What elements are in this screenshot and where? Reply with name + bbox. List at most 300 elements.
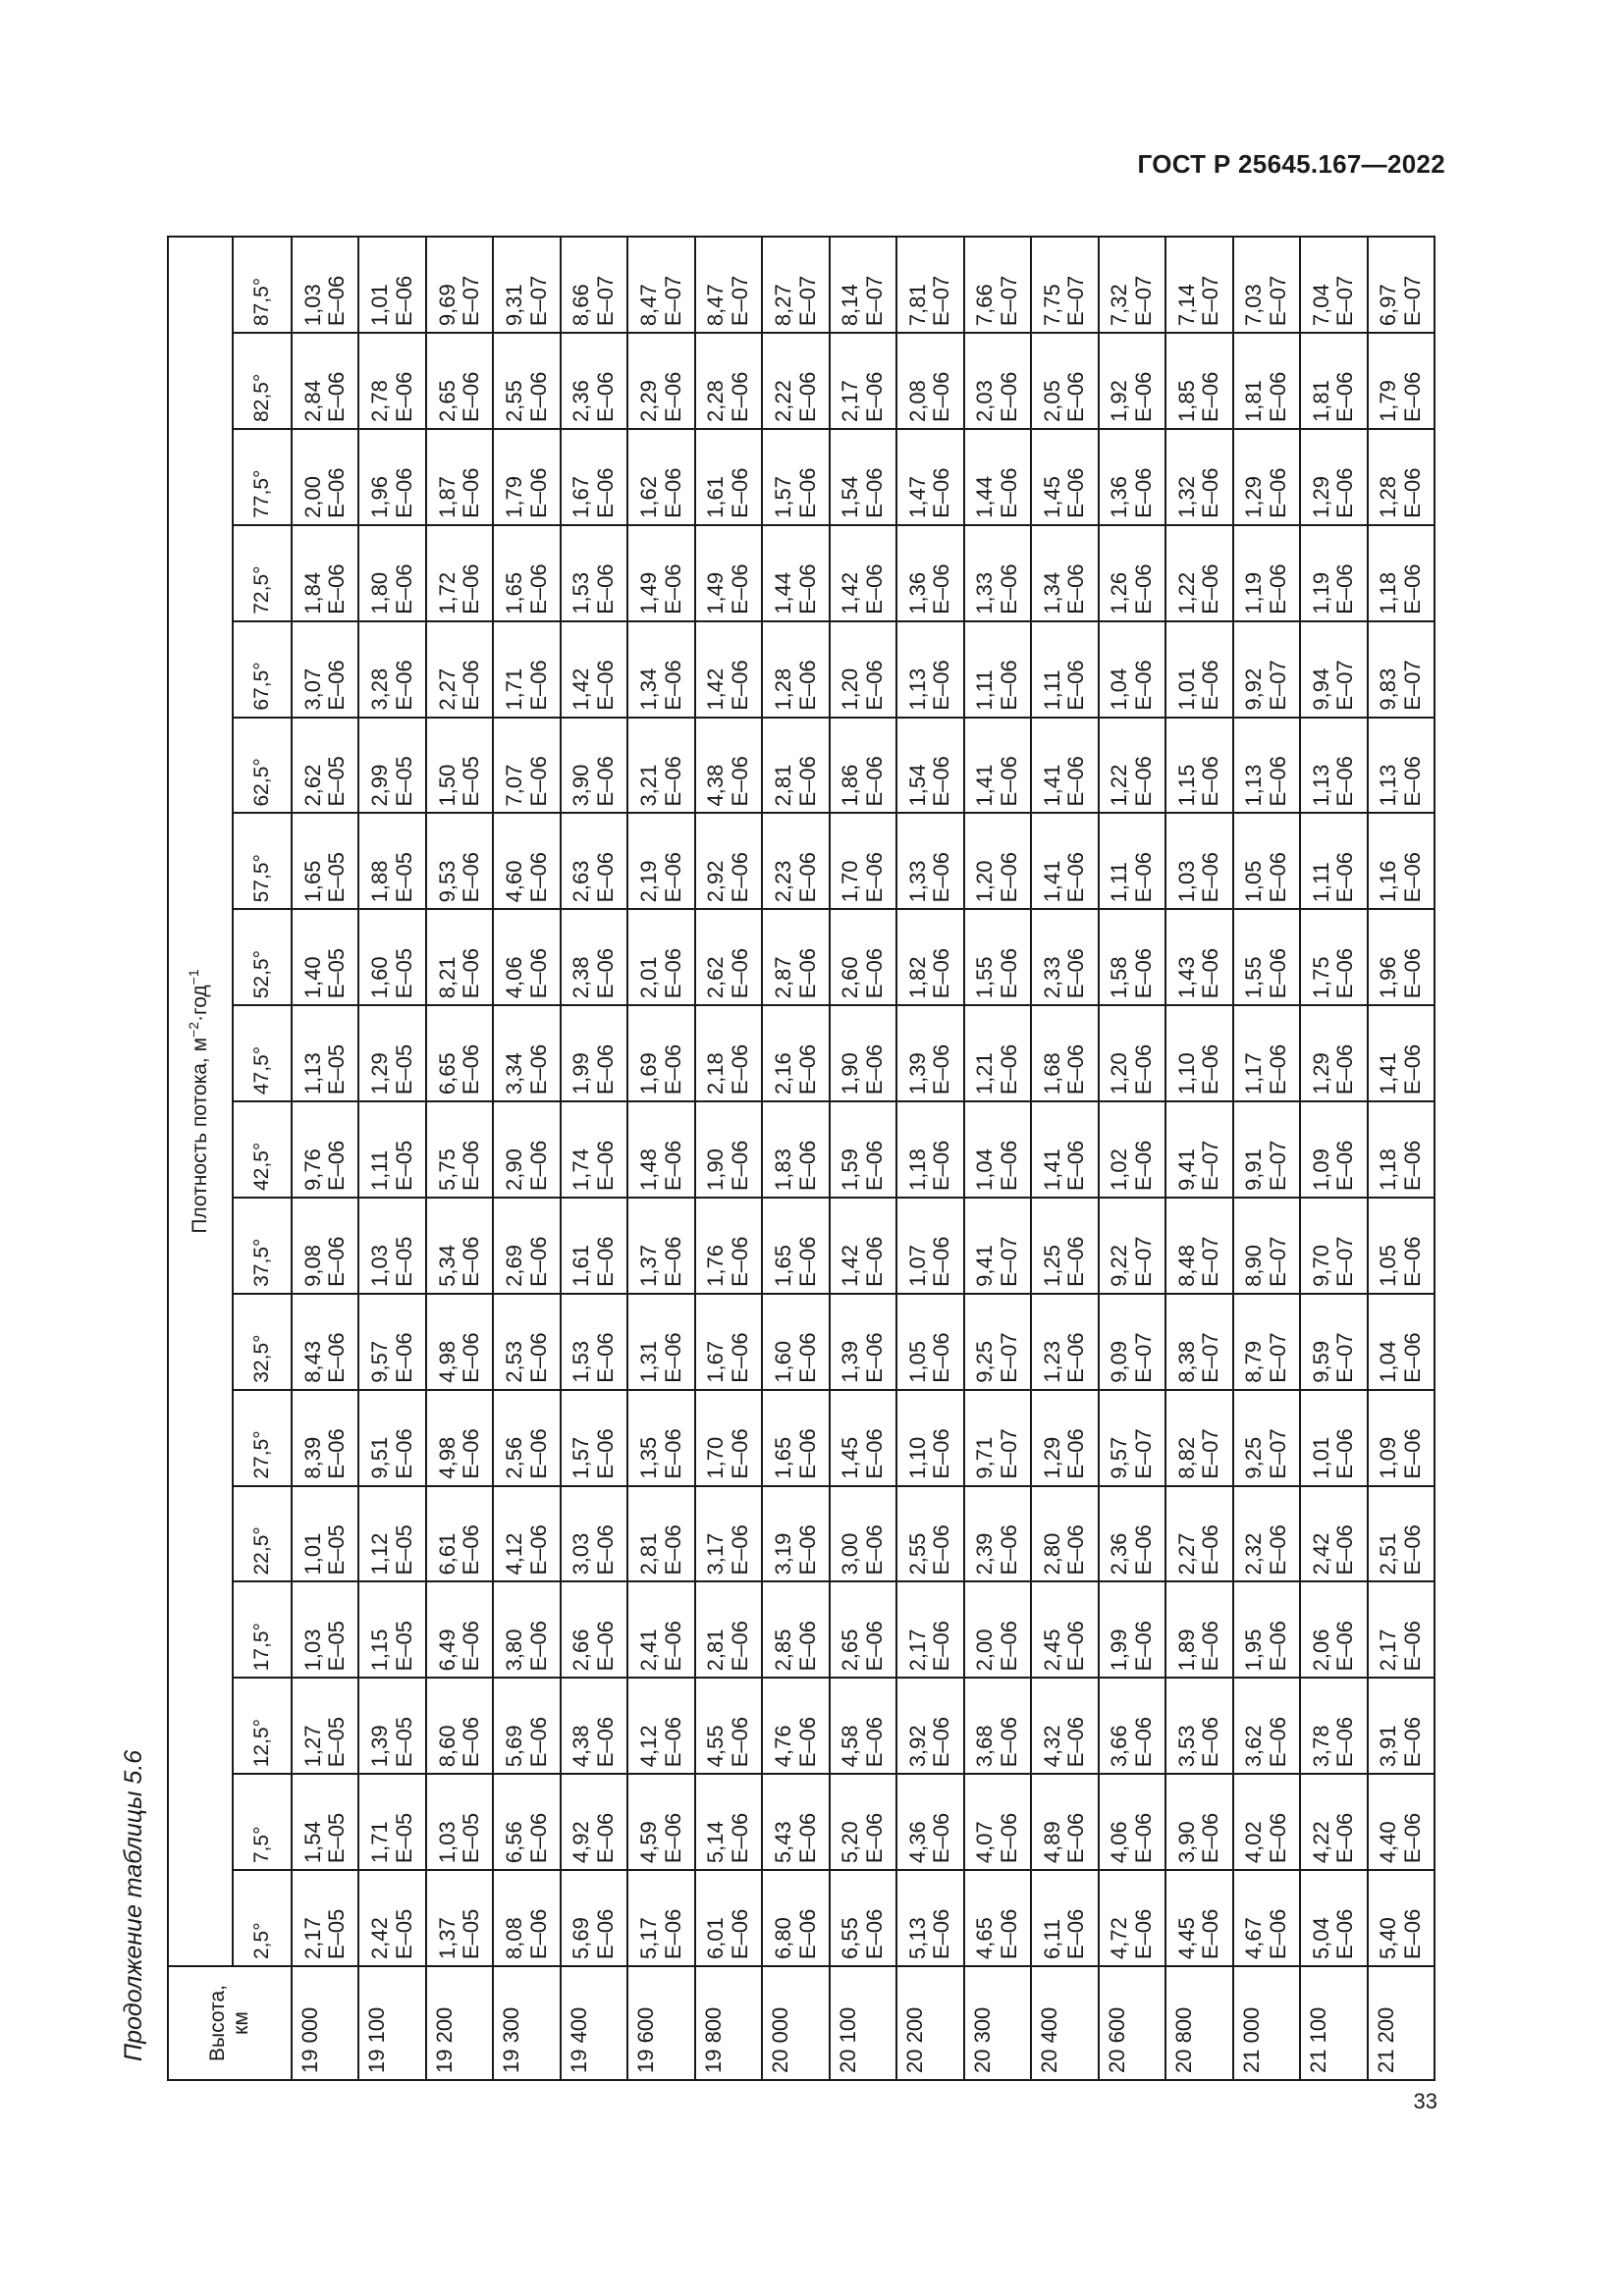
flux-cell: [1165, 237, 1232, 333]
table-row: [1031, 237, 1098, 2080]
flux-exponent: E–07: [794, 275, 820, 327]
flux-exponent: E–05: [391, 1524, 416, 1575]
flux-exponent: E–05: [391, 1043, 416, 1095]
flux-cell: [292, 1486, 358, 1582]
flux-cell: [561, 1198, 627, 1294]
flux-mantissa: 1,81: [1241, 380, 1267, 422]
altitude-cell: 19 400: [561, 1966, 627, 2080]
flux-exponent: E–06: [324, 467, 350, 518]
flux-exponent: E–06: [1399, 1908, 1425, 1959]
flux-mantissa: 2,23: [770, 860, 795, 903]
flux-exponent: E–06: [593, 660, 619, 711]
flux-exponent: E–06: [996, 1812, 1021, 1864]
flux-cell: [830, 1390, 896, 1486]
flux-exponent: E–06: [794, 1620, 820, 1672]
flux-cell: [493, 1774, 560, 1870]
flux-exponent: E–06: [1265, 1524, 1290, 1575]
flux-mantissa: 2,65: [434, 380, 460, 422]
flux-exponent: E–07: [996, 1236, 1021, 1287]
flux-mantissa: 2,28: [703, 380, 729, 422]
flux-mantissa: 1,82: [904, 956, 930, 999]
flux-mantissa: 2,80: [1039, 1532, 1064, 1575]
flux-mantissa: 1,81: [1308, 380, 1333, 422]
flux-exponent: E–06: [861, 563, 887, 614]
flux-cell: [426, 1005, 493, 1101]
flux-cell: [561, 429, 627, 525]
flux-cell: [493, 1198, 560, 1294]
flux-cell: [1300, 1294, 1367, 1390]
flux-mantissa: 5,69: [568, 1917, 594, 1959]
flux-cell: [964, 1294, 1031, 1390]
flux-cell: [1300, 333, 1367, 429]
flux-mantissa: 1,18: [904, 1148, 930, 1191]
flux-exponent: E–06: [996, 1908, 1021, 1959]
flux-cell: [426, 1774, 493, 1870]
flux-mantissa: 3,00: [838, 1532, 863, 1575]
flux-cell: [762, 1294, 829, 1390]
table-row: [627, 237, 694, 2080]
flux-exponent: E–06: [861, 1716, 887, 1768]
flux-mantissa: 6,49: [434, 1629, 460, 1672]
flux-cell: [1233, 814, 1300, 910]
flux-mantissa: 2,17: [904, 1629, 930, 1672]
flux-mantissa: 2,17: [299, 1917, 325, 1959]
flux-cell: [1031, 814, 1098, 910]
flux-exponent: E–06: [1198, 371, 1223, 422]
flux-mantissa: 4,59: [635, 1821, 661, 1864]
flux-mantissa: 8,90: [1241, 1245, 1267, 1287]
flux-cell: [762, 525, 829, 621]
flux-mantissa: 8,27: [770, 284, 795, 327]
flux-mantissa: 1,34: [1039, 571, 1064, 614]
flux-mantissa: 2,56: [502, 1436, 527, 1479]
flux-exponent: E–07: [1265, 1236, 1290, 1287]
flux-mantissa: 1,07: [904, 1245, 930, 1287]
flux-cell: [762, 1005, 829, 1101]
flux-mantissa: 1,22: [1173, 571, 1199, 614]
angle-header: 77,5°: [233, 429, 292, 525]
flux-mantissa: 1,29: [1039, 1436, 1064, 1479]
flux-mantissa: 5,04: [1308, 1917, 1333, 1959]
flux-exponent: E–06: [794, 1428, 820, 1479]
flux-cell: [695, 333, 762, 429]
flux-mantissa: 9,22: [1107, 1245, 1132, 1287]
flux-mantissa: 1,79: [502, 476, 527, 518]
flux-cell: [1300, 1390, 1367, 1486]
flux-mantissa: 3,03: [568, 1532, 594, 1575]
flux-mantissa: 1,32: [1173, 476, 1199, 518]
altitude-cell: 19 100: [358, 1966, 425, 2080]
flux-mantissa: 1,25: [1039, 1245, 1064, 1287]
flux-exponent: E–06: [929, 1716, 954, 1768]
flux-exponent: E–06: [1332, 947, 1358, 999]
flux-mantissa: 6,61: [434, 1532, 460, 1575]
flux-cell: [493, 909, 560, 1005]
flux-mantissa: 1,20: [1107, 1052, 1132, 1095]
flux-mantissa: 2,53: [502, 1340, 527, 1383]
flux-exponent: E–06: [593, 1524, 619, 1575]
flux-exponent: E–07: [593, 275, 619, 327]
flux-cell: [1368, 1390, 1435, 1486]
flux-cell: [426, 1486, 493, 1582]
flux-exponent: E–06: [1265, 1620, 1290, 1672]
flux-exponent: E–05: [391, 851, 416, 903]
flux-exponent: E–06: [794, 1140, 820, 1191]
flux-exponent: E–06: [996, 1524, 1021, 1575]
flux-cell: [292, 909, 358, 1005]
flux-exponent: E–06: [728, 1908, 753, 1959]
flux-mantissa: 2,27: [1173, 1532, 1199, 1575]
flux-cell: [896, 1101, 963, 1198]
flux-exponent: E–06: [861, 1428, 887, 1479]
altitude-cell: 19 200: [426, 1966, 493, 2080]
flux-mantissa: 1,75: [1308, 956, 1333, 999]
flux-mantissa: 2,39: [972, 1532, 998, 1575]
flux-mantissa: 1,60: [367, 956, 393, 999]
flux-cell: [1300, 525, 1367, 621]
flux-exponent: E–06: [525, 371, 551, 422]
flux-exponent: E–06: [459, 1716, 484, 1768]
flux-mantissa: 4,92: [568, 1821, 594, 1864]
table-container: [167, 236, 1435, 2081]
flux-cell: [1031, 1198, 1098, 1294]
flux-mantissa: 1,10: [1173, 1052, 1199, 1095]
flux-mantissa: 6,55: [838, 1917, 863, 1959]
flux-exponent: E–06: [593, 1620, 619, 1672]
flux-exponent: E–06: [1332, 1428, 1358, 1479]
flux-mantissa: 2,81: [703, 1629, 729, 1672]
flux-mantissa: 4,06: [502, 956, 527, 999]
flux-exponent: E–06: [459, 1524, 484, 1575]
flux-mantissa: 7,07: [502, 764, 527, 807]
angle-header: 52,5°: [233, 909, 292, 1005]
flux-cell: [964, 1678, 1031, 1774]
flux-mantissa: 3,28: [367, 667, 393, 711]
table-row: [830, 237, 896, 2080]
flux-exponent: E–06: [1399, 1524, 1425, 1575]
flux-cell: [762, 333, 829, 429]
flux-exponent: E–06: [391, 467, 416, 518]
flux-exponent: E–05: [324, 1620, 350, 1672]
flux-mantissa: 1,76: [703, 1245, 729, 1287]
page-number: 33: [1413, 2089, 1437, 2113]
flux-exponent: E–05: [391, 1236, 416, 1287]
flux-cell: [1099, 333, 1165, 429]
flux-cell: [762, 718, 829, 814]
flux-cell: [1031, 333, 1098, 429]
flux-exponent: E–06: [996, 947, 1021, 999]
flux-exponent: E–06: [929, 467, 954, 518]
flux-cell: [695, 1390, 762, 1486]
flux-cell: [1031, 1486, 1098, 1582]
flux-cell: [830, 525, 896, 621]
flux-exponent: E–06: [1198, 1620, 1223, 1672]
flux-exponent: E–06: [593, 1908, 619, 1959]
flux-cell: [762, 621, 829, 718]
flux-cell: [1099, 1198, 1165, 1294]
flux-cell: [1165, 1870, 1232, 1966]
flux-exponent: E–06: [660, 1908, 685, 1959]
flux-exponent: E–06: [794, 1524, 820, 1575]
flux-cell: [1300, 429, 1367, 525]
flux-cell: [695, 1101, 762, 1198]
flux-mantissa: 4,89: [1039, 1821, 1064, 1864]
table-row: [358, 237, 425, 2080]
flux-cell: [561, 1294, 627, 1390]
altitude-header: Высота, км: [168, 1966, 292, 2080]
table-row: [493, 237, 560, 2080]
flux-cell: [1099, 1678, 1165, 1774]
flux-exponent: E–06: [1130, 467, 1156, 518]
flux-mantissa: 9,25: [1241, 1436, 1267, 1479]
flux-cell: [561, 1005, 627, 1101]
flux-mantissa: 1,03: [434, 1821, 460, 1864]
flux-cell: [1099, 1101, 1165, 1198]
flux-exponent: E–06: [1063, 1332, 1089, 1383]
flux-mantissa: 3,21: [635, 764, 661, 807]
flux-mantissa: 2,78: [367, 380, 393, 422]
flux-mantissa: 8,14: [838, 284, 863, 327]
flux-cell: [830, 333, 896, 429]
flux-exponent: E–05: [459, 756, 484, 807]
flux-cell: [1233, 1101, 1300, 1198]
flux-exponent: E–06: [324, 660, 350, 711]
flux-mantissa: 2,99: [367, 764, 393, 807]
flux-cell: [627, 814, 694, 910]
flux-exponent: E–06: [593, 756, 619, 807]
flux-exponent: E–05: [324, 1812, 350, 1864]
flux-cell: [627, 621, 694, 718]
angle-header: 62,5°: [233, 718, 292, 814]
flux-exponent: E–06: [794, 660, 820, 711]
altitude-cell: 21 100: [1300, 1966, 1367, 2080]
flux-exponent: E–06: [929, 1812, 954, 1864]
flux-mantissa: 1,26: [1107, 571, 1132, 614]
flux-exponent: E–06: [1063, 1236, 1089, 1287]
flux-exponent: E–06: [1130, 1812, 1156, 1864]
flux-cell: [426, 333, 493, 429]
flux-exponent: E–06: [1130, 1620, 1156, 1672]
flux-exponent: E–07: [1265, 660, 1290, 711]
flux-cell: [695, 621, 762, 718]
flux-exponent: E–06: [861, 660, 887, 711]
flux-mantissa: 2,17: [838, 380, 863, 422]
flux-cell: [292, 621, 358, 718]
flux-cell: [358, 814, 425, 910]
flux-mantissa: 3,68: [972, 1725, 998, 1768]
flux-cell: [964, 1198, 1031, 1294]
flux-mantissa: 1,15: [1173, 764, 1199, 807]
flux-cell: [561, 621, 627, 718]
flux-exponent: E–06: [929, 1524, 954, 1575]
flux-mantissa: 2,38: [568, 956, 594, 999]
flux-exponent: E–06: [324, 1236, 350, 1287]
flux-exponent: E–06: [1063, 1620, 1089, 1672]
flux-mantissa: 2,05: [1039, 380, 1064, 422]
flux-exponent: E–06: [996, 1620, 1021, 1672]
flux-mantissa: 5,34: [434, 1245, 460, 1287]
flux-exponent: E–06: [1265, 756, 1290, 807]
angle-header: 37,5°: [233, 1198, 292, 1294]
flux-mantissa: 1,71: [367, 1821, 393, 1864]
flux-cell: [1233, 1294, 1300, 1390]
flux-mantissa: 8,60: [434, 1725, 460, 1768]
flux-exponent: E–06: [593, 371, 619, 422]
flux-exponent: E–06: [1063, 1812, 1089, 1864]
flux-mantissa: 3,17: [703, 1532, 729, 1575]
altitude-cell: 19 000: [292, 1966, 358, 2080]
flux-cell: [426, 525, 493, 621]
flux-cell: [1165, 1678, 1232, 1774]
flux-cell: [964, 1005, 1031, 1101]
angle-header: 82,5°: [233, 333, 292, 429]
flux-exponent: E–06: [861, 851, 887, 903]
flux-cell: [493, 237, 560, 333]
flux-mantissa: 1,03: [367, 1245, 393, 1287]
flux-cell: [1031, 429, 1098, 525]
flux-exponent: E–06: [1063, 1524, 1089, 1575]
flux-cell: [1031, 1101, 1098, 1198]
flux-cell: [1300, 237, 1367, 333]
flux-exponent: E–06: [996, 1716, 1021, 1768]
flux-cell: [896, 1198, 963, 1294]
flux-mantissa: 2,60: [838, 956, 863, 999]
flux-cell: [561, 814, 627, 910]
flux-mantissa: 2,33: [1039, 956, 1064, 999]
flux-cell: [1165, 1294, 1232, 1390]
flux-cell: [1099, 814, 1165, 910]
flux-cell: [1368, 1101, 1435, 1198]
flux-cell: [695, 1005, 762, 1101]
flux-exponent: E–06: [593, 1428, 619, 1479]
flux-mantissa: 1,50: [434, 764, 460, 807]
flux-mantissa: 1,13: [1308, 764, 1333, 807]
flux-exponent: E–06: [660, 1140, 685, 1191]
flux-exponent: E–06: [593, 947, 619, 999]
flux-cell: [1233, 1198, 1300, 1294]
flux-cell: [695, 1774, 762, 1870]
flux-cell: [1165, 718, 1232, 814]
flux-exponent: E–06: [391, 371, 416, 422]
flux-exponent: E–06: [929, 947, 954, 999]
table-row: [292, 237, 358, 2080]
angle-header: 7,5°: [233, 1774, 292, 1870]
flux-exponent: E–05: [324, 851, 350, 903]
flux-cell: [358, 1198, 425, 1294]
flux-mantissa: 2,92: [703, 860, 729, 903]
flux-exponent: E–06: [1063, 947, 1089, 999]
flux-mantissa: 2,84: [299, 380, 325, 422]
flux-exponent: E–06: [593, 1043, 619, 1095]
flux-exponent: E–06: [1063, 1140, 1089, 1191]
flux-exponent: E–06: [1332, 1140, 1358, 1191]
flux-cell: [830, 1582, 896, 1679]
flux-exponent: E–06: [593, 1332, 619, 1383]
flux-cell: [426, 718, 493, 814]
flux-mantissa: 1,39: [904, 1052, 930, 1095]
altitude-cell: 20 100: [830, 1966, 896, 2080]
flux-exponent: E–06: [728, 467, 753, 518]
flux-exponent: E–05: [324, 1908, 350, 1959]
flux-cell: [426, 1101, 493, 1198]
flux-cell: [493, 621, 560, 718]
flux-exponent: E–06: [1130, 1716, 1156, 1768]
flux-density-header: [168, 237, 233, 1966]
flux-cell: [830, 621, 896, 718]
flux-cell: [1300, 909, 1367, 1005]
flux-mantissa: 8,21: [434, 956, 460, 999]
flux-exponent: E–06: [728, 1236, 753, 1287]
flux-exponent: E–06: [1399, 371, 1425, 422]
flux-cell: [762, 1101, 829, 1198]
flux-exponent: E–06: [1130, 756, 1156, 807]
flux-exponent: E–06: [728, 371, 753, 422]
flux-mantissa: 1,13: [1376, 764, 1401, 807]
flux-exponent: E–07: [525, 275, 551, 327]
flux-cell: [695, 1486, 762, 1582]
flux-mantissa: 9,31: [502, 284, 527, 327]
flux-mantissa: 2,00: [299, 476, 325, 518]
flux-cell: [358, 1101, 425, 1198]
flux-exponent: E–06: [1265, 851, 1290, 903]
flux-mantissa: 1,21: [972, 1052, 998, 1095]
flux-exponent: E–07: [1265, 275, 1290, 327]
flux-cell: [292, 1582, 358, 1679]
flux-mantissa: 3,66: [1107, 1725, 1132, 1768]
flux-mantissa: 2,08: [904, 380, 930, 422]
flux-cell: [896, 429, 963, 525]
flux-cell: [1300, 1774, 1367, 1870]
flux-cell: [896, 1774, 963, 1870]
flux-exponent: E–06: [1399, 467, 1425, 518]
flux-mantissa: 6,97: [1376, 284, 1401, 327]
angle-header: 87,5°: [233, 237, 292, 333]
flux-exponent: E–06: [929, 371, 954, 422]
flux-cell: [964, 333, 1031, 429]
flux-mantissa: 2,03: [972, 380, 998, 422]
altitude-cell: 19 800: [695, 1966, 762, 2080]
flux-cell: [1031, 1390, 1098, 1486]
flux-cell: [762, 237, 829, 333]
flux-cell: [1368, 1678, 1435, 1774]
flux-exponent: E–07: [1399, 275, 1425, 327]
flux-mantissa: 1,23: [1039, 1340, 1064, 1383]
flux-mantissa: 1,65: [770, 1436, 795, 1479]
flux-exponent: E–06: [459, 1620, 484, 1672]
flux-cell: [1165, 1390, 1232, 1486]
flux-exponent: E–06: [861, 756, 887, 807]
altitude-cell: 20 200: [896, 1966, 963, 2080]
flux-mantissa: 1,31: [635, 1340, 661, 1383]
flux-exponent: E–06: [1130, 947, 1156, 999]
flux-mantissa: 1,89: [1173, 1629, 1199, 1672]
flux-mantissa: 1,41: [1376, 1052, 1401, 1095]
flux-mantissa: 4,60: [502, 860, 527, 903]
flux-cell: [830, 909, 896, 1005]
flux-mantissa: 6,01: [703, 1917, 729, 1959]
flux-cell: [1368, 1198, 1435, 1294]
flux-exponent: E–06: [1063, 467, 1089, 518]
flux-cell: [1233, 237, 1300, 333]
flux-mantissa: 2,19: [635, 860, 661, 903]
flux-mantissa: 1,13: [904, 667, 930, 711]
flux-cell: [896, 909, 963, 1005]
flux-exponent: E–06: [1130, 1043, 1156, 1095]
angle-header: 27,5°: [233, 1390, 292, 1486]
flux-exponent: E–06: [996, 1140, 1021, 1191]
flux-cell: [292, 525, 358, 621]
flux-cell: [1300, 1678, 1367, 1774]
